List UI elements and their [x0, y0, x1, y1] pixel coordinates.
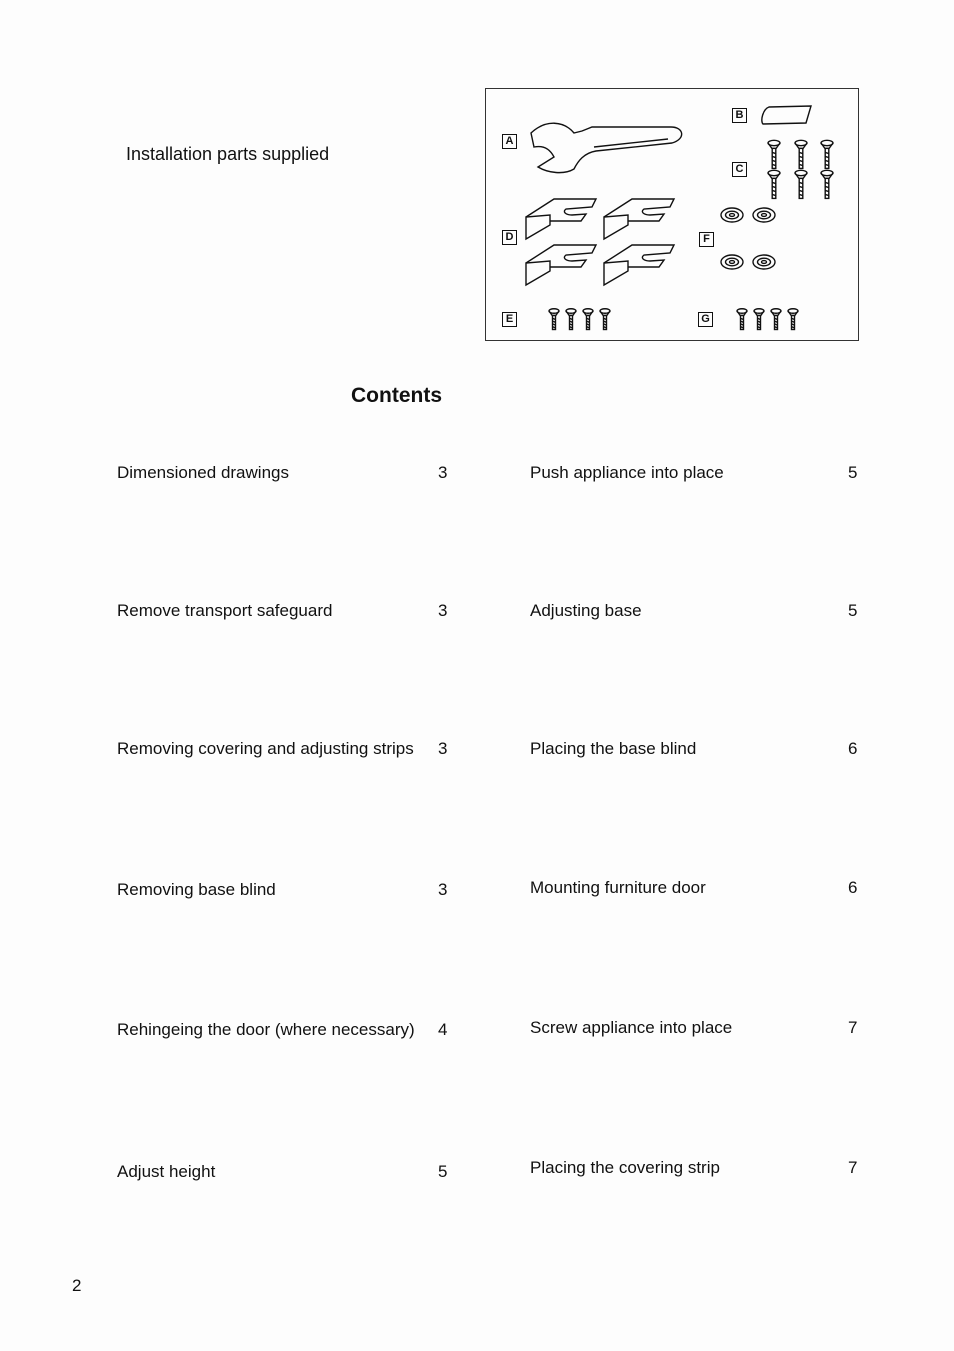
- washer-icon: [753, 255, 775, 269]
- covering-cap-icon: [762, 106, 811, 124]
- screw-icon: [771, 309, 781, 330]
- toc-left-item-label: Removing covering and adjusting strips: [117, 739, 414, 758]
- screw-icon: [821, 140, 833, 168]
- toc-left-item-page: 3: [438, 601, 448, 620]
- screw-icon: [795, 170, 807, 198]
- screw-icon: [583, 309, 593, 330]
- toc-left-item-page: 3: [438, 463, 448, 482]
- toc-right-item-label: Mounting furniture door: [530, 878, 706, 897]
- bracket-icon: [604, 199, 674, 239]
- toc-right-item-page: 5: [848, 463, 858, 482]
- toc-right-item-page: 7: [848, 1158, 858, 1177]
- parts-heading: Installation parts supplied: [126, 144, 330, 164]
- toc-right-item-label: Push appliance into place: [530, 463, 724, 482]
- part-label-g: G: [698, 312, 713, 327]
- screw-icon: [549, 309, 610, 330]
- part-label-e: E: [502, 312, 517, 327]
- bracket-icon: [526, 199, 674, 285]
- toc-left-item-label: Dimensioned drawings: [117, 463, 289, 482]
- screw-icon: [549, 309, 559, 330]
- part-label-f: F: [699, 232, 714, 247]
- screw-icon: [821, 170, 833, 198]
- toc-left-item-label: Remove transport safeguard: [117, 601, 333, 620]
- toc-right-item-page: 6: [848, 739, 858, 758]
- screw-icon: [737, 309, 747, 330]
- part-label-b: B: [732, 108, 747, 123]
- toc-right-item-label: Adjusting base: [530, 601, 642, 620]
- spanner-icon: [531, 123, 682, 172]
- screw-icon: [768, 170, 780, 198]
- part-label-c: C: [732, 162, 747, 177]
- screw-icon: [600, 309, 610, 330]
- screw-icon: [768, 140, 833, 198]
- washer-icon: [721, 255, 743, 269]
- bracket-icon: [526, 199, 596, 239]
- washer-icon: [721, 208, 743, 222]
- page-number: 2: [72, 1276, 82, 1295]
- screw-icon: [795, 140, 807, 168]
- screw-icon: [754, 309, 764, 330]
- screw-icon: [788, 309, 798, 330]
- toc-left-item-page: 4: [438, 1020, 448, 1039]
- toc-left-item-label: Rehingeing the door (where necessary): [117, 1020, 415, 1039]
- toc-right-item-label: Placing the covering strip: [530, 1158, 720, 1177]
- bracket-icon: [604, 245, 674, 285]
- toc-left-item-label: Adjust height: [117, 1162, 216, 1181]
- toc-right-item-page: 7: [848, 1018, 858, 1037]
- toc-left-item-page: 3: [438, 739, 448, 758]
- bracket-icon: [526, 245, 596, 285]
- washer-icon: [721, 208, 775, 269]
- toc-left-item-page: 3: [438, 880, 448, 899]
- toc-right-item-label: Placing the base blind: [530, 739, 697, 758]
- toc-right-item-page: 6: [848, 878, 858, 897]
- screw-icon: [737, 309, 798, 330]
- screw-icon: [768, 140, 780, 168]
- part-label-d: D: [502, 230, 517, 245]
- toc-right-item-label: Screw appliance into place: [530, 1018, 733, 1037]
- toc-left-item-label: Removing base blind: [117, 880, 276, 899]
- contents-title: Contents: [351, 384, 442, 407]
- washer-icon: [753, 208, 775, 222]
- toc-left-item-page: 5: [438, 1162, 448, 1181]
- toc-right-item-page: 5: [848, 601, 858, 620]
- screw-icon: [566, 309, 576, 330]
- part-label-a: A: [502, 134, 517, 149]
- parts-figure: [485, 88, 859, 341]
